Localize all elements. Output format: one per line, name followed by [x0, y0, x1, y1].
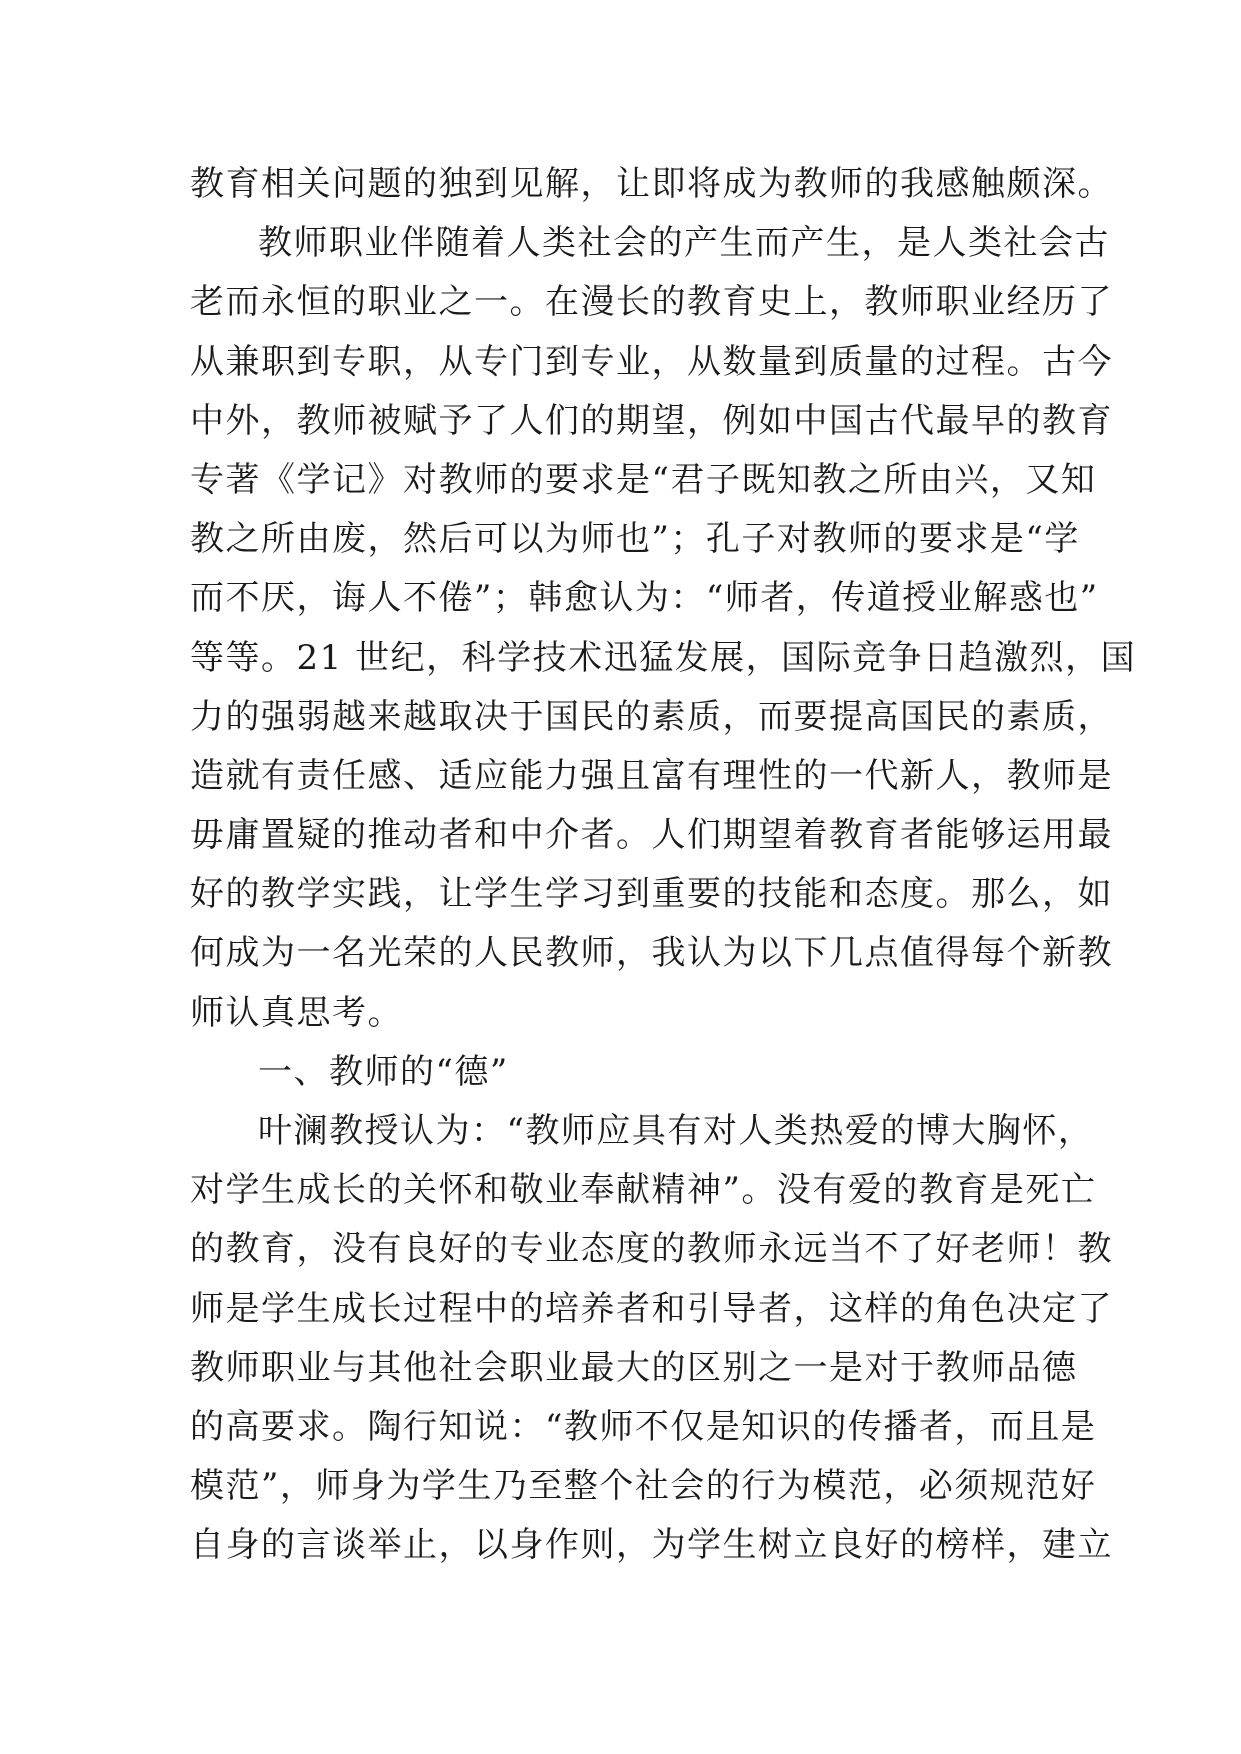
text-line: 教之所由废，然后可以为师也”；孔子对教师的要求是“学 [190, 519, 1080, 560]
text-line: 毋庸置疑的推动者和中介者。人们期望着教育者能够运用最 [190, 815, 1113, 856]
paragraph-start-line: 叶澜教授认为：“教师应具有对人类热爱的博大胸怀， [258, 1111, 1094, 1151]
text-line: 专著《学记》对教师的要求是“君子既知教之所由兴，又知 [190, 459, 1097, 500]
text-line: 模范”，师身为学生乃至整个社会的行为模范，必须规范好 [190, 1466, 1097, 1507]
text-line: 教育相关问题的独到见解，让即将成为教师的我感触颇深。 [190, 164, 1113, 204]
text-line: 好的教学实践，让学生学习到重要的技能和态度。那么，如 [190, 874, 1113, 915]
text-line: 自身的言谈举止，以身作则，为学生树立良好的榜样，建立 [190, 1525, 1113, 1566]
text-line: 从兼职到专职，从专门到专业，从数量到质量的过程。古今 [190, 341, 1113, 382]
text-line: 师是学生成长过程中的培养者和引导者，这样的角色决定了 [190, 1288, 1113, 1329]
text-line: 造就有责任感、适应能力强且富有理性的一代新人，教师是 [190, 755, 1113, 796]
text-line: 而不厌，诲人不倦”；韩愈认为：“师者，传道授业解惑也” [190, 578, 1099, 619]
text-line: 对学生成长的关怀和敬业奉献精神”。没有爱的教育是死亡 [190, 1170, 1097, 1211]
text-line: 的教育，没有良好的专业态度的教师永远当不了好老师！教 [190, 1229, 1113, 1270]
text-line: 老而永恒的职业之一。在漫长的教育史上，教师职业经历了 [190, 282, 1113, 323]
text-line: 师认真思考。 [190, 992, 403, 1033]
text-line: 等等。21 世纪，科学技术迅猛发展，国际竞争日趋激烈，国 [190, 637, 1137, 678]
text-line: 的高要求。陶行知说：“教师不仅是知识的传播者，而且是 [190, 1406, 1097, 1447]
text-line: 中外，教师被赋予了人们的期望，例如中国古代最早的教育 [190, 400, 1113, 441]
body-text [190, 155, 1137, 1576]
section-heading: 一、教师的“德” [258, 1051, 509, 1092]
text-line: 教师职业与其他社会职业最大的区别之一是对于教师品德 [190, 1347, 1078, 1388]
text-line: 何成为一名光荣的人民教师，我认为以下几点值得每个新教 [190, 933, 1113, 974]
paragraph-start-line: 教师职业伴随着人类社会的产生而产生，是人类社会古 [258, 223, 1110, 264]
text-line: 力的强弱越来越取决于国民的素质，而要提高国民的素质， [190, 696, 1113, 737]
